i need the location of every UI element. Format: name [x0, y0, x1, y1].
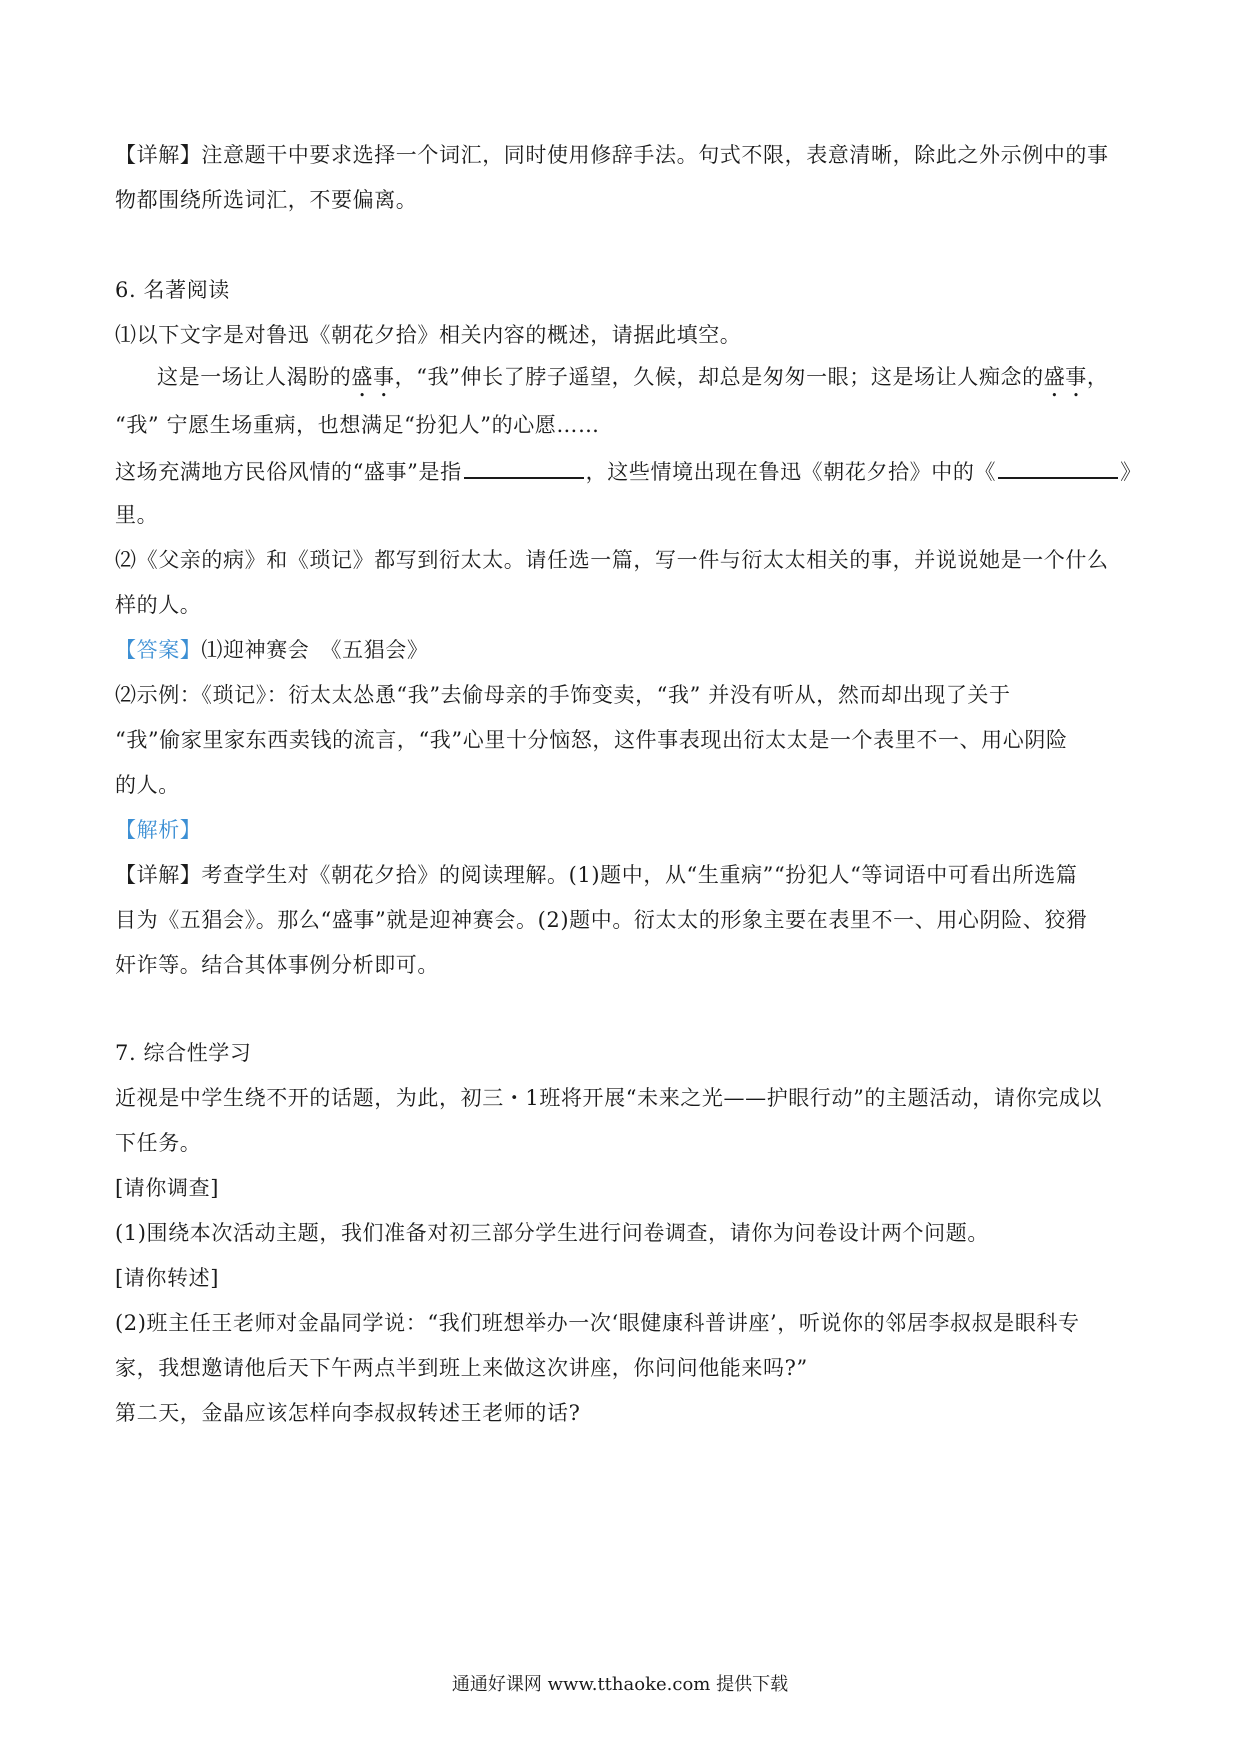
question-6-title: 6. 名著阅读	[115, 278, 230, 302]
detail-line: 目为《五猖会》。那么“盛事”就是迎神赛会。(2)题中。衍太太的形象主要在表里不一、用心阴险、狡猾	[115, 908, 1088, 932]
answer-line: 的人。	[115, 773, 180, 797]
passage-text: ，“我”伸长了脖子遥望，久候，却总是匆匆一眼；这是场让人痴念的	[394, 365, 1044, 389]
answer-text: ⑴迎神赛会 《五猖会》	[201, 638, 429, 662]
answer-blank	[464, 455, 584, 479]
question-7-2-prompt: 第二天，金晶应该怎样向李叔叔转述王老师的话?	[115, 1401, 581, 1425]
fill-text: 这场充满地方民俗风情的“盛事”是指	[115, 460, 462, 484]
fill-text: ，这些情境出现在鲁迅《朝花夕拾》中的《	[585, 460, 997, 484]
question-7-2-prompt: (2)班主任王老师对金晶同学说：“我们班想举办一次‘眼健康科普讲座’，听说你的邻居李叔叔是眼科专	[115, 1311, 1080, 1335]
page-footer: 通通好课网 www.tthaoke.com 提供下载	[451, 1674, 789, 1695]
passage-text: ，	[1086, 365, 1109, 389]
detail-line: 奸诈等。结合其体事例分析即可。	[115, 953, 439, 977]
question-7-2-prompt: 家，我想邀请他后天下午两点半到班上来做这次讲座，你问问他能来吗?”	[115, 1356, 808, 1380]
question-6-2-prompt: ⑵《父亲的病》和《琐记》都写到衍太太。请任选一篇，写一件与衍太太相关的事，并说说她是一个什么	[115, 548, 1109, 572]
relay-tag: [请你转述]	[115, 1266, 219, 1290]
fill-in-line: 里。	[115, 503, 159, 527]
question-7-intro: 近视是中学生绕不开的话题，为此，初三・1班将开展“未来之光——护眼行动”的主题活动，请你完成以	[115, 1086, 1103, 1110]
question-7-intro: 下任务。	[115, 1131, 202, 1155]
answer-line: ⑵示例：《琐记》：衍太太怂恿“我”去偷母亲的手饰变卖，“我” 并没有听从，然而却出现了关于	[115, 683, 1011, 707]
answer-line	[115, 635, 1125, 665]
answer-blank	[998, 455, 1118, 479]
passage-text: 这是一场让人渴盼的	[157, 365, 352, 389]
fill-text: 》	[1120, 460, 1142, 484]
fill-in-line	[115, 455, 1142, 487]
question-6-1-prompt: ⑴以下文字是对鲁迅《朝花夕拾》相关内容的概述，请据此填空。	[115, 323, 742, 347]
answer-tag: 【答案】	[115, 638, 202, 662]
detail-line: 【详解】考查学生对《朝花夕拾》的阅读理解。(1)题中，从“生重病”“扮犯人“等词语中可看出所选篇	[115, 863, 1078, 887]
question-6-2-prompt: 样的人。	[115, 593, 202, 617]
question-7-1-prompt: (1)围绕本次活动主题，我们准备对初三部分学生进行问卷调查，请你为问卷设计两个问题。	[115, 1221, 989, 1245]
question-7-title: 7. 综合性学习	[115, 1041, 252, 1065]
emphasis-text: 盛事	[1043, 365, 1087, 389]
detail-paragraph-line: 物都围绕所选词汇，不要偏离。	[115, 188, 418, 212]
answer-line: “我”偷家里家东西卖钱的流言，“我”心里十分恼怒，这件事表现出衍太太是一个表里不一、用心阴险	[115, 728, 1068, 752]
passage-line	[157, 362, 1167, 402]
analysis-tag: 【解析】	[115, 818, 202, 842]
survey-tag: [请你调查]	[115, 1176, 219, 1200]
emphasis-text: 盛事	[351, 365, 395, 389]
passage-line: “我” 宁愿生场重病，也想满足“扮犯人”的心愿……	[115, 413, 600, 437]
detail-paragraph-line: 【详解】注意题干中要求选择一个词汇，同时使用修辞手法。句式不限，表意清晰，除此之外示例中的事	[115, 143, 1109, 167]
